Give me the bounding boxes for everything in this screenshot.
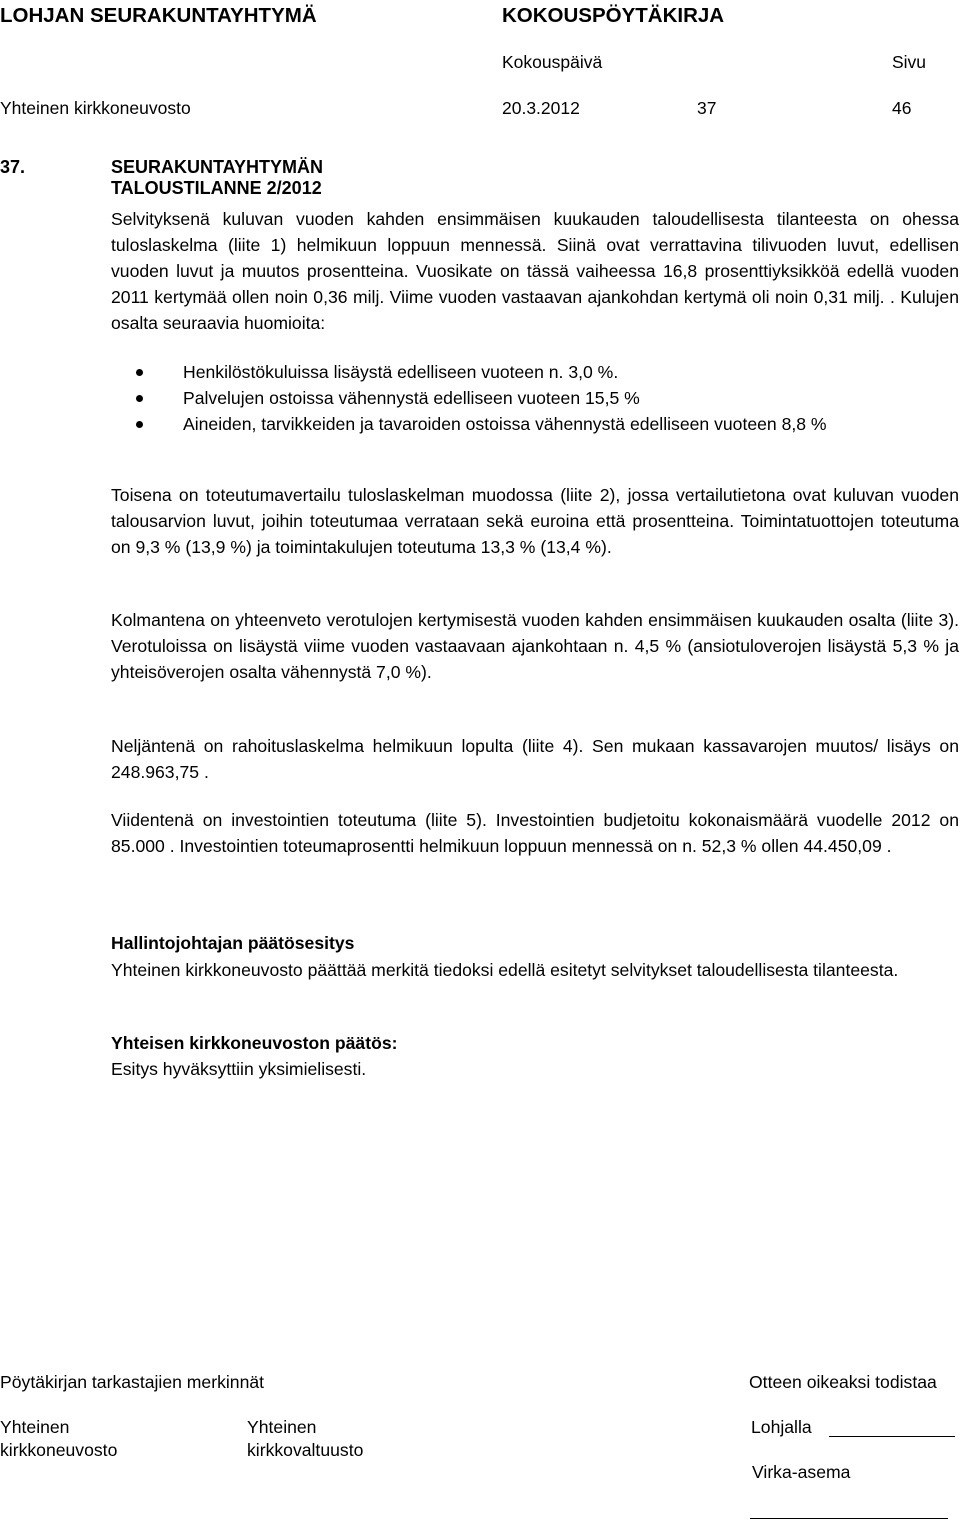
paragraph-investments: Viidentenä on investointien toteutuma (liite 5). Investointien budjetoitu kokonaismäärä vuodelle 2012 on 85.000 . Investointien toteumaprosentti helmikuun loppuun mennessä on n. 52,3 % ollen 44.450,09 . [111,810,959,856]
paragraph-financing: Neljäntenä on rahoituslaskelma helmikuun lopulta (liite 4). Sen mukaan kassavarojen muutos/ lisäys on 248.963,75 . [111,736,959,782]
expense-bullet-list [111,359,959,437]
meeting-body: Yhteinen kirkkoneuvosto [0,98,191,118]
reviewers-label: Pöytäkirjan tarkastajien merkinnät [0,1372,265,1392]
paragraph-intro: Selvityksenä kuluvan vuoden kahden ensimmäisen kuukauden taloudellisesta tilanteesta on ohessa tuloslaskelma (liite 1) helmikuun loppuun mennessä. Siinä ovat verrattavina tilivuoden luvut, edellisen vuoden luvut ja muutos prosentteina. Vuosikate on tässä vaiheessa 16,8 prosenttiyksikköä edellä vuoden 2011 kertymää ollen noin 0,36 milj. Viime vuoden vastaavan ajankohdan kertymä oli noin 0,31 milj. . Kulujen osalta seuraavia huomioita: [111,209,959,333]
signature-col1-line2: kirkkoneuvosto [0,1440,118,1460]
paragraph-tax-revenue: Kolmantena on yhteenveto verotulojen kertymisestä vuoden kahden ensimmäisen kuukauden osalta (liite 3). Verotuloissa on lisäystä viime vuoden vastaavaan ajankohtaan n. 4,5 % (ansiotuloverojen lisäystä 5,3 % ja yhteisöverojen osalta vähennystä 7,0 %). [111,610,959,682]
position-label: Virka-asema [752,1462,851,1482]
item-number: 37. [0,157,26,177]
decision-text: Esitys hyväksyttiin yksimielisesti. [111,1059,367,1079]
bullet-icon [136,395,143,402]
list-item [111,411,959,437]
meeting-date-label: Kokouspäivä [502,52,603,72]
page-number: 46 [892,98,912,118]
certified-label: Otteen oikeaksi todistaa [749,1372,937,1392]
bullet-text: Henkilöstökuluissa lisäystä edelliseen vuoteen n. 3,0 %. [183,362,619,382]
paragraph-comparison: Toisena on toteutumavertailu tuloslaskelman muodossa (liite 2), jossa vertailutietona ovat kuluvan vuoden talousarvion luvut, joihin toteutumaa verrataan sekä euroina että prosentteina. Toimintatuottojen toteutuma on 9,3 % (13,9 %) ja toimintakulujen toteutuma 13,3 % (13,4 %). [111,485,959,557]
signature-line [750,1518,948,1519]
bullet-icon [136,369,143,376]
signature-col2-line2: kirkkovaltuusto [247,1440,364,1460]
item-title: SEURAKUNTAYHTYMÄN TALOUSTILANNE 2/2012 [111,157,324,198]
section-number: 37 [697,98,717,118]
page-label: Sivu [892,52,927,72]
list-item [111,359,959,385]
proposal-text: Yhteinen kirkkoneuvosto päättää merkitä tiedoksi edellä esitetyt selvitykset taloudellisesta tilanteesta. [111,960,899,980]
bullet-text: Palvelujen ostoissa vähennystä edelliseen vuoteen 15,5 % [183,388,640,408]
bullet-icon [136,421,143,428]
document-type: KOKOUSPÖYTÄKIRJA [502,4,725,27]
meeting-date: 20.3.2012 [502,98,580,118]
organization-name: LOHJAN SEURAKUNTAYHTYMÄ [0,4,317,27]
signature-col2-line1: Yhteinen [247,1417,317,1437]
place-signature-line [829,1436,955,1437]
signature-col1-line1: Yhteinen [0,1417,70,1437]
proposal-heading: Hallintojohtajan päätösesitys [111,933,355,953]
place-label: Lohjalla [751,1417,812,1437]
list-item [111,385,959,411]
decision-heading: Yhteisen kirkkoneuvoston päätös: [111,1033,398,1053]
bullet-text: Aineiden, tarvikkeiden ja tavaroiden ostoissa vähennystä edelliseen vuoteen 8,8 % [183,414,827,434]
